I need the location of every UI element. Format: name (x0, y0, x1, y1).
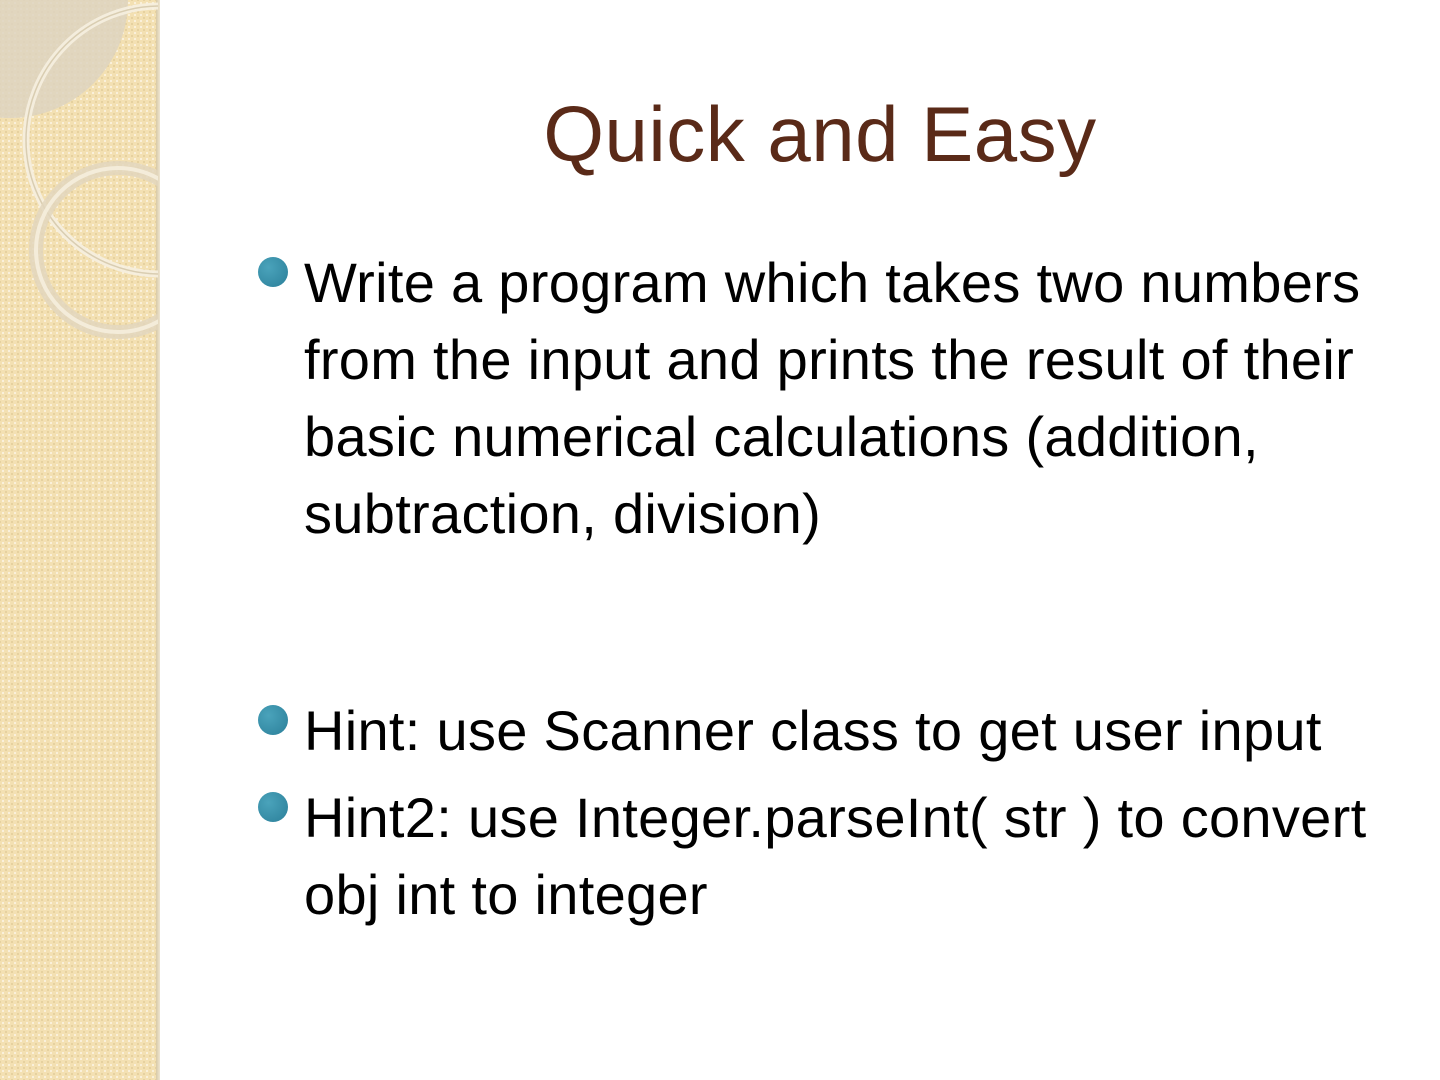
bullet-text: Hint: use Scanner class to get user input (304, 699, 1322, 762)
bullet-item (256, 244, 1406, 552)
bullet-dot-icon (258, 257, 288, 287)
bullet-list (256, 244, 1406, 933)
decorative-rings-icon (0, 0, 160, 360)
bullet-dot-icon (258, 705, 288, 735)
bullet-text: Write a program which takes two numbers from the input and prints the result of their basic numerical calculations (addition, subtraction, division) (304, 251, 1361, 545)
bullet-item (256, 779, 1406, 933)
bullet-dot-icon (258, 792, 288, 822)
bullet-item (256, 692, 1406, 769)
slide-title: Quick and Easy (543, 90, 1097, 178)
bullet-text: Hint2: use Integer.parseInt( str ) to convert obj int to integer (304, 786, 1367, 926)
